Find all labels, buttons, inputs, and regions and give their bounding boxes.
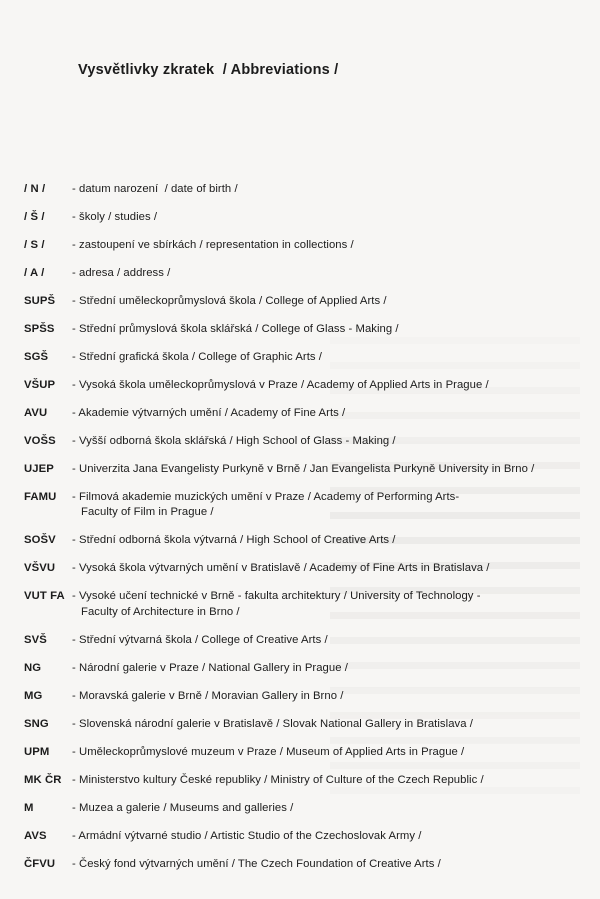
abbreviation-row	[24, 745, 580, 761]
definition-line: - Slovenská národní galerie v Bratislavě / Slovak National Gallery in Bratislava /	[72, 717, 473, 730]
abbreviation-row	[24, 462, 580, 478]
abbreviation-definition	[72, 533, 580, 549]
abbreviation-key: VŠUP	[24, 378, 56, 391]
definition-line: - Univerzita Jana Evangelisty Purkyně v Brně / Jan Evangelista Purkyně University in Brno /	[72, 462, 535, 475]
abbreviation-key: AVU	[24, 406, 48, 419]
abbreviation-row	[24, 378, 580, 394]
abbreviation-definition	[72, 210, 580, 226]
abbreviation-row	[24, 589, 580, 620]
definition-line: - datum narození / date of birth /	[72, 183, 238, 195]
definition-line-continued: Faculty of Architecture in Brno /	[81, 605, 240, 618]
abbreviation-row	[24, 717, 580, 733]
abbreviation-definition	[72, 350, 580, 366]
abbreviation-key: NG	[24, 661, 42, 674]
abbreviation-definition	[72, 462, 580, 478]
definition-line: - Uměleckoprůmyslové muzeum v Praze / Museum of Applied Arts in Prague /	[72, 745, 465, 758]
abbreviation-key: UJEP	[24, 462, 54, 475]
definition-line: - adresa / address /	[72, 266, 171, 279]
abbreviation-key: / N /	[24, 183, 46, 195]
definition-line: - Vysoká škola uměleckoprůmyslová v Praze / Academy of Applied Arts in Prague /	[72, 378, 489, 391]
abbreviation-row	[24, 773, 580, 789]
abbreviation-row	[24, 350, 580, 366]
abbreviation-key: UPM	[24, 745, 50, 758]
abbreviation-definition	[72, 182, 580, 198]
definition-line: - Střední uměleckoprůmyslová škola / College of Applied Arts /	[72, 294, 387, 307]
abbreviation-row	[24, 633, 580, 649]
abbreviation-definition	[72, 633, 580, 649]
abbreviation-definition	[72, 378, 580, 394]
abbreviation-definition	[72, 829, 580, 845]
abbreviation-key: / A /	[24, 266, 45, 279]
abbreviation-definition	[72, 745, 580, 761]
abbreviation-key: VŠVU	[24, 562, 56, 575]
abbreviation-row	[24, 294, 580, 310]
definition-line: - Střední grafická škola / College of Graphic Arts /	[72, 350, 322, 363]
abbreviation-definition	[72, 717, 580, 733]
abbreviation-key: FAMU	[24, 490, 57, 503]
definition-line: - Střední výtvarná škola / College of Creative Arts /	[72, 633, 328, 646]
abbreviation-definition	[72, 689, 580, 705]
abbreviation-row	[24, 434, 580, 450]
definition-line: - Vysoká škola výtvarných umění v Bratislavě / Academy of Fine Arts in Bratislava /	[72, 562, 490, 575]
abbreviation-key: SPŠS	[24, 322, 55, 335]
abbreviation-definition	[72, 857, 580, 873]
abbreviation-key: ČFVU	[24, 857, 56, 870]
abbreviation-key: SNG	[24, 717, 49, 730]
abbreviation-row	[24, 406, 580, 422]
abbreviation-definition	[72, 238, 580, 254]
abbreviation-definition	[72, 490, 580, 521]
abbreviation-row	[24, 322, 580, 338]
abbreviation-key: / S /	[24, 238, 45, 251]
definition-line: - Akademie výtvarných umění / Academy of Fine Arts /	[72, 406, 346, 419]
abbreviation-definition	[72, 801, 580, 817]
abbreviation-row	[24, 689, 580, 705]
abbreviation-row	[24, 182, 580, 198]
definition-line: - Moravská galerie v Brně / Moravian Gallery in Brno /	[72, 689, 344, 702]
abbreviation-definition	[72, 322, 580, 338]
definition-line: - Vysoké učení technické v Brně - fakulta architektury / University of Technology -	[72, 590, 481, 603]
definition-line: - Národní galerie v Praze / National Gallery in Prague /	[72, 661, 348, 674]
page-title: Vysvětlivky zkratek / Abbreviations /	[78, 61, 339, 78]
abbreviation-key: VOŠS	[24, 434, 56, 447]
definition-line: - školy / studies /	[72, 210, 158, 223]
abbreviation-definition	[72, 294, 580, 310]
definition-line: - Ministerstvo kultury České republiky / Ministry of Culture of the Czech Republic /	[72, 773, 484, 786]
abbreviation-row	[24, 801, 580, 817]
definition-line: - Střední odborná škola výtvarná / High School of Creative Arts /	[72, 534, 396, 547]
abbreviations-list	[24, 182, 580, 885]
abbreviation-row	[24, 829, 580, 845]
abbreviation-row	[24, 266, 580, 282]
abbreviation-key: VUT FA	[24, 590, 65, 603]
abbreviation-definition	[72, 589, 580, 620]
definition-line: - Armádní výtvarné studio / Artistic Studio of the Czechoslovak Army /	[72, 829, 422, 842]
definition-line: - Muzea a galerie / Museums and galleries /	[72, 801, 294, 814]
abbreviation-definition	[72, 773, 580, 789]
abbreviation-key: / Š /	[24, 210, 45, 223]
definition-line: - Vyšší odborná škola sklářská / High School of Glass - Making /	[72, 434, 396, 447]
abbreviation-key: SUPŠ	[24, 294, 56, 307]
abbreviation-key: MK ČR	[24, 773, 62, 786]
abbreviation-row	[24, 661, 580, 677]
definition-line: - Filmová akademie muzických umění v Praze / Academy of Performing Arts-	[72, 490, 460, 503]
abbreviation-definition	[72, 561, 580, 577]
abbreviation-row	[24, 238, 580, 254]
abbreviation-key: SGŠ	[24, 350, 49, 363]
definition-line-continued: Faculty of Film in Prague /	[81, 506, 214, 519]
abbreviation-key: SVŠ	[24, 633, 47, 646]
abbreviation-row	[24, 210, 580, 226]
definition-line: - Střední průmyslová škola sklářská / College of Glass - Making /	[72, 322, 399, 335]
abbreviation-row	[24, 533, 580, 549]
abbreviation-definition	[72, 661, 580, 677]
abbreviation-definition	[72, 266, 580, 282]
abbreviation-row	[24, 561, 580, 577]
abbreviation-definition	[72, 406, 580, 422]
abbreviation-key: MG	[24, 689, 43, 702]
abbreviation-key: AVS	[24, 829, 47, 842]
abbreviation-definition	[72, 434, 580, 450]
abbreviation-row	[24, 490, 580, 521]
abbreviation-key: M	[24, 801, 34, 814]
abbreviation-key: SOŠV	[24, 534, 56, 547]
definition-line: - zastoupení ve sbírkách / representation in collections /	[72, 238, 354, 251]
definition-line: - Český fond výtvarných umění / The Czech Foundation of Creative Arts /	[72, 857, 441, 870]
abbreviation-row	[24, 857, 580, 873]
